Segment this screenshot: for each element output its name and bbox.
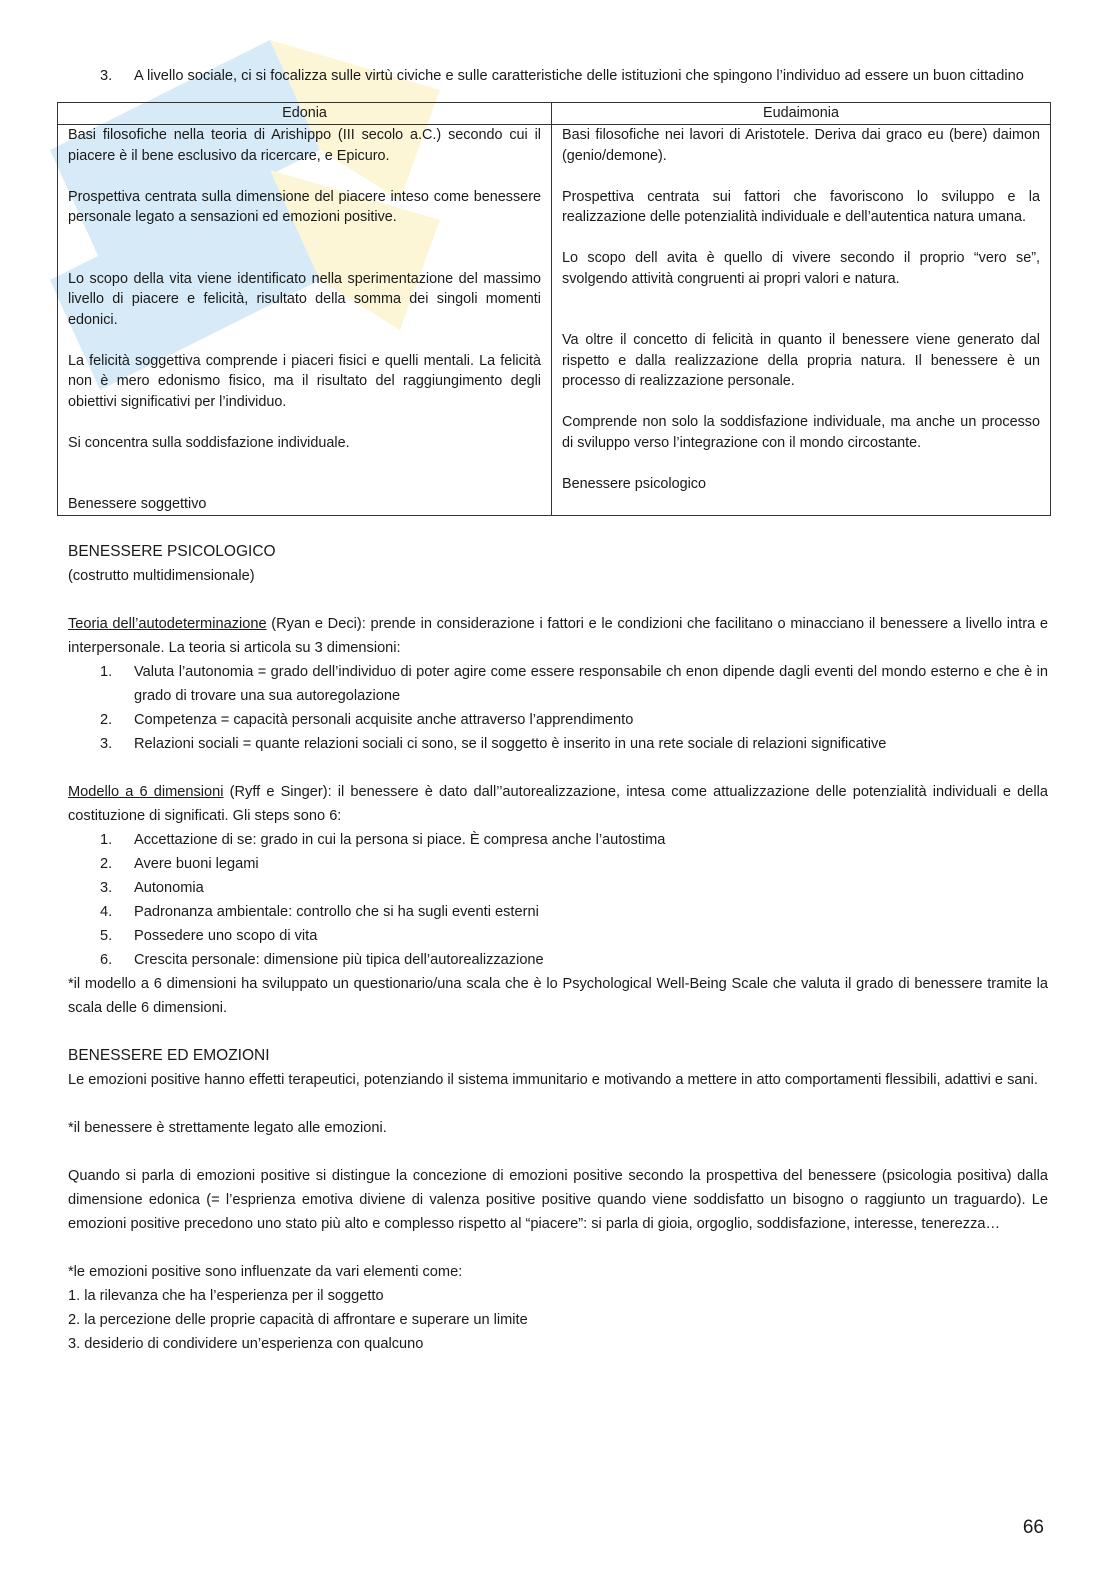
list-item: 4. Padronanza ambientale: controllo che si ha sugli eventi esterni — [100, 903, 539, 920]
list-item: 5. Possedere uno scopo di vita — [100, 927, 318, 944]
model-name: Modello a 6 dimensioni — [68, 783, 224, 800]
table-cell-eudaimonia — [552, 125, 1051, 516]
list-item: 6. Crescita personale: dimensione più tipica dell’autorealizzazione — [100, 951, 544, 968]
section-title-benessere-emozioni: BENESSERE ED EMOZIONI — [68, 1046, 270, 1064]
theory-name: Teoria dell’autodeterminazione — [68, 615, 267, 632]
list-text: A livello sociale, ci si focalizza sulle virtù civiche e sulle caratteristiche delle istituzioni che spingono l’individuo ad essere un buon cittadino — [134, 68, 1024, 84]
document-page — [68, 64, 1048, 1356]
table-header-edonia: Edonia — [58, 103, 552, 125]
intro-list-item — [68, 64, 1048, 88]
cell-paragraph: Prospettiva centrata sui fattori che favoriscono lo sviluppo e la realizzazione delle potenzialità individuale e dell’autentica natura umana. — [562, 188, 1040, 225]
cell-paragraph: Lo scopo dell avita è quello di vivere secondo il proprio “vero se”, svolgendo attività congruenti ai propri valori e natura. — [562, 250, 1040, 287]
model-text: (Ryff e Singer): il benessere è dato dall’’autorealizzazione, intesa come attualizzazione delle potenzialità individuali e della costituzione di significati. Gli steps sono 6: — [68, 783, 1049, 824]
model-paragraph — [68, 780, 1048, 828]
list-item: 1. la rilevanza che ha l’esperienza per il soggetto — [68, 1287, 384, 1304]
table-header-eudaimonia: Eudaimonia — [552, 103, 1051, 125]
table-row — [58, 125, 1051, 516]
comparison-table — [57, 102, 1051, 516]
list-item: 3. Autonomia — [100, 879, 204, 896]
list-number: 3. — [100, 68, 113, 84]
section-title-benessere-psicologico: BENESSERE PSICOLOGICO — [68, 542, 276, 560]
table-cell-edonia — [58, 125, 552, 516]
page-number: 66 — [1022, 1517, 1044, 1538]
paragraph: *il benessere è strettamente legato alle emozioni. — [68, 1119, 387, 1136]
list-item: 2. Competenza = capacità personali acquisite anche attraverso l’apprendimento — [100, 711, 634, 728]
cell-paragraph: Lo scopo della vita viene identificato nella sperimentazione del massimo livello di piacere e felicità, risultato della somma dei singoli momenti edonici. — [68, 270, 541, 328]
cell-paragraph: Benessere psicologico — [562, 475, 706, 492]
list-item: 3. Relazioni sociali = quante relazioni sociali ci sono, se il soggetto è inserito in una rete sociale di relazioni significative — [100, 735, 887, 752]
theory-text: (Ryan e Deci): prende in considerazione i fattori e le condizioni che facilitano o minacciano il benessere a livello intra e interpersonale. La teoria si articola su 3 dimensioni: — [68, 615, 1048, 656]
list-item: 2. la percezione delle proprie capacità di affrontare e superare un limite — [68, 1311, 528, 1328]
model-list — [68, 828, 1048, 972]
cell-paragraph: Va oltre il concetto di felicità in quanto il benessere viene generato dal rispetto e dalla realizzazione della propria natura. Il benessere è un processo di realizzazione personale. — [562, 332, 1040, 389]
paragraph: Quando si parla di emozioni positive si distingue la concezione di emozioni positive secondo la prospettiva del benessere (psicologia positiva) dalla dimensione edonica (= l’esprienza emotiva diviene di valenza positive positive quando viene soddisfatto un bisogno o raggiunto un traguardo). Le emozioni positive precedono uno stato più alto e complesso rispetto al “piacere”: si parla di gioia, orgoglio, soddisfazione, interesse, tenerezza… — [68, 1167, 1048, 1232]
list-item: 2. Avere buoni legami — [100, 855, 259, 872]
cell-paragraph: Basi filosofiche nella teoria di Arishippo (III secolo a.C.) secondo cui il piacere è il bene esclusivo da ricercare, e Epicuro. — [68, 127, 541, 164]
list-item: 1. Accettazione di se: grado in cui la persona si piace. È compresa anche l’autostima — [100, 831, 666, 848]
paragraph: Le emozioni positive hanno effetti terapeutici, potenziando il sistema immunitario e motivando a mettere in atto comportamenti flessibili, adattivi e sani. — [68, 1071, 1038, 1088]
section-subtitle: (costrutto multidimensionale) — [68, 567, 255, 584]
cell-paragraph: Benessere soggettivo — [68, 496, 207, 512]
theory-list — [68, 660, 1048, 756]
table-header-row — [58, 103, 1051, 125]
cell-paragraph: Prospettiva centrata sulla dimensione del piacere inteso come benessere personale legato a sensazioni ed emozioni positive. — [68, 188, 541, 225]
model-note: *il modello a 6 dimensioni ha sviluppato un questionario/una scala che è lo Psychological Well-Being Scale che valuta il grado di benessere tramite la scala delle 6 dimensioni. — [68, 975, 1048, 1016]
cell-paragraph: Si concentra sulla soddisfazione individuale. — [68, 434, 350, 451]
paragraph: *le emozioni positive sono influenzate da vari elementi come: — [68, 1263, 463, 1280]
cell-paragraph: Basi filosofiche nei lavori di Aristotele. Deriva dai graco eu (bere) daimon (genio/demone). — [562, 127, 1040, 164]
cell-paragraph: La felicità soggettiva comprende i piaceri fisici e quelli mentali. La felicità non è mero edonismo fisico, ma il risultato del raggiungimento degli obiettivi significativi per l’individuo. — [68, 352, 541, 410]
theory-paragraph — [68, 612, 1048, 660]
cell-paragraph: Comprende non solo la soddisfazione individuale, ma anche un processo di sviluppo verso l’integrazione con il mondo circostante. — [562, 414, 1040, 451]
list-item: 1. Valuta l’autonomia = grado dell’individuo di poter agire come essere responsabile ch enon dipende dagli eventi del mondo esterno e che è in grado di trovare una sua autoregolazione — [100, 663, 1048, 704]
list-item: 3. desiderio di condividere un’esperienza con qualcuno — [68, 1335, 424, 1352]
